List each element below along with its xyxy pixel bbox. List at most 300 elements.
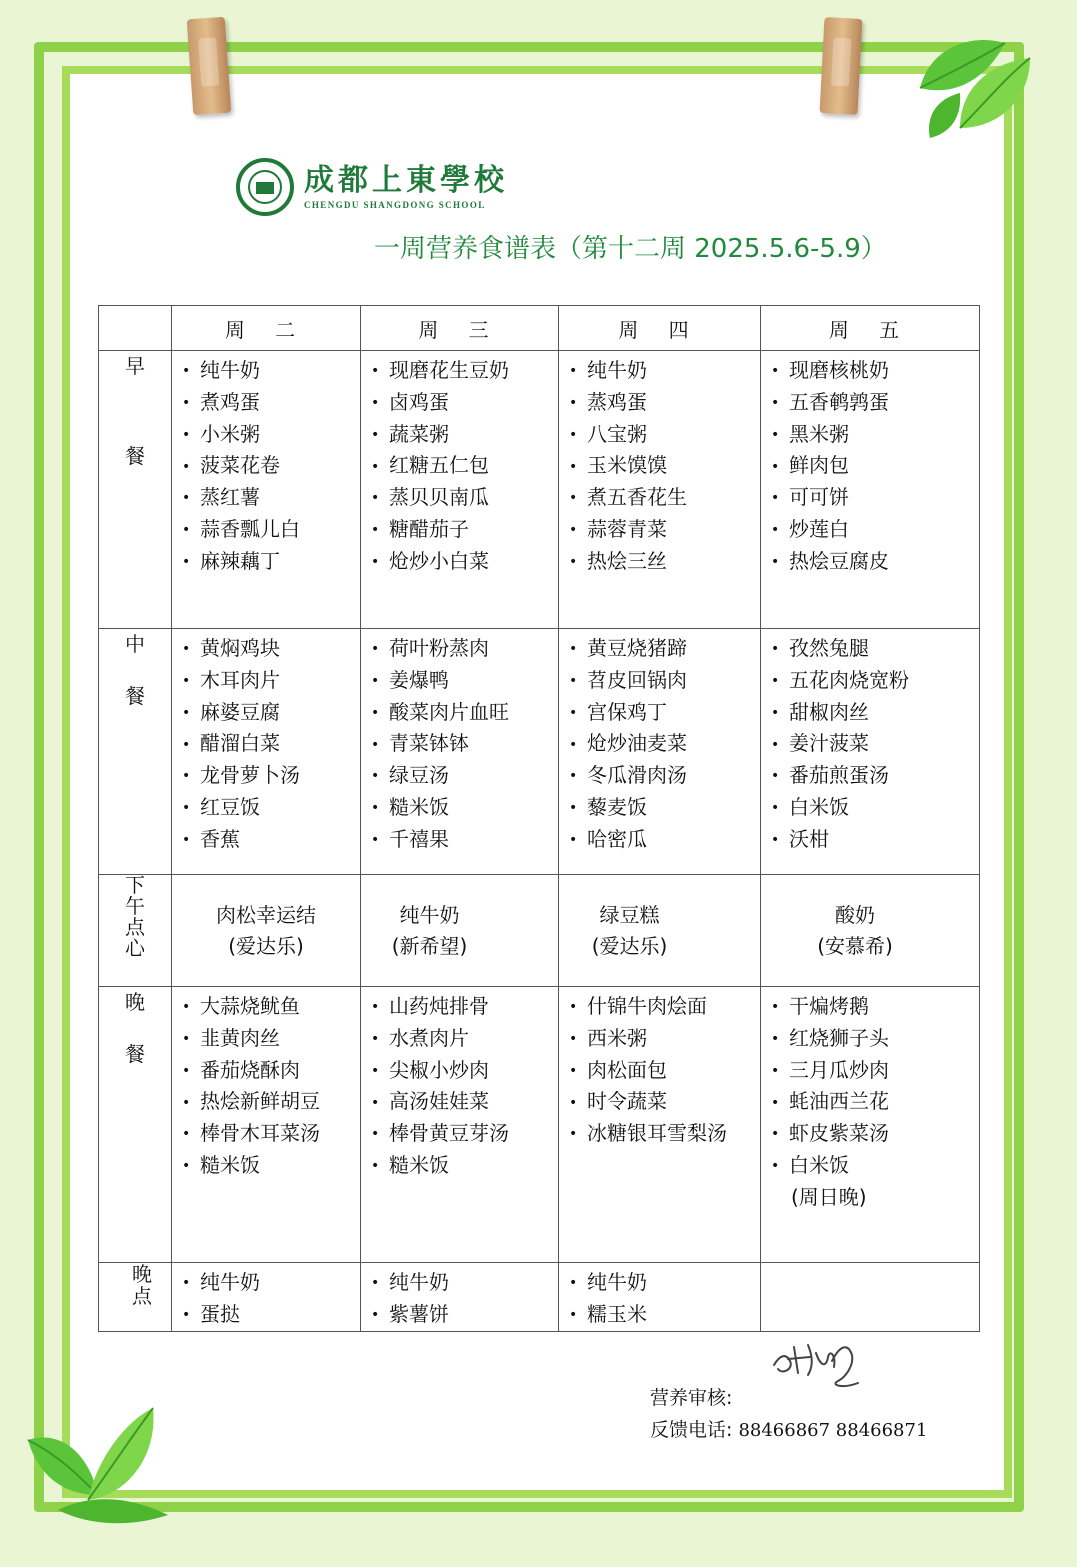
menu-item bbox=[569, 697, 760, 729]
bullet-icon: • bbox=[771, 1126, 780, 1143]
menu-item-label: 糙米饭 bbox=[200, 1152, 260, 1177]
menu-item bbox=[569, 824, 760, 856]
bullet-icon: • bbox=[182, 1307, 191, 1323]
bullet-icon: • bbox=[569, 768, 578, 785]
school-emblem-icon bbox=[236, 158, 294, 216]
bullet-icon: • bbox=[371, 673, 380, 689]
menu-item-label: 甜椒肉丝 bbox=[789, 699, 869, 724]
menu-item bbox=[371, 419, 558, 451]
menu-item bbox=[569, 355, 760, 387]
bullet-icon: • bbox=[569, 641, 578, 658]
meal-label-snack: 下 午 点 心 bbox=[99, 875, 172, 987]
menu-item bbox=[182, 665, 360, 697]
menu-item bbox=[771, 728, 979, 760]
day-header: 周 三 bbox=[361, 306, 559, 351]
menu-item bbox=[569, 728, 760, 760]
menu-item-label: 千禧果 bbox=[389, 826, 449, 851]
bullet-icon: • bbox=[371, 1062, 380, 1079]
menu-item bbox=[371, 728, 558, 760]
menu-item-label: 龙骨萝卜汤 bbox=[200, 763, 300, 788]
bullet-icon: • bbox=[371, 768, 380, 785]
menu-item-label: 番茄烧酥肉 bbox=[200, 1057, 300, 1082]
bullet-icon: • bbox=[371, 426, 380, 443]
menu-item bbox=[182, 633, 360, 665]
menu-item-label: 红豆饭 bbox=[200, 794, 260, 819]
day-header: 周 五 bbox=[761, 306, 980, 351]
header-row bbox=[99, 306, 980, 351]
menu-item-label: 纯牛奶 bbox=[389, 1270, 449, 1294]
bullet-icon: • bbox=[569, 1275, 578, 1292]
bullet-icon: • bbox=[569, 1094, 578, 1111]
menu-item bbox=[371, 665, 558, 697]
bullet-icon: • bbox=[569, 831, 578, 848]
menu-item-label: 卤鸡蛋 bbox=[389, 389, 449, 414]
bullet-icon: • bbox=[182, 673, 191, 689]
bullet-icon: • bbox=[182, 1094, 191, 1111]
bullet-icon: • bbox=[182, 999, 191, 1016]
menu-item-label: 肉松面包 bbox=[587, 1057, 667, 1082]
bullet-icon: • bbox=[569, 1307, 578, 1323]
menu-cell bbox=[172, 351, 361, 629]
bullet-icon: • bbox=[771, 673, 780, 689]
bullet-icon: • bbox=[771, 395, 780, 411]
menu-item bbox=[569, 1086, 760, 1118]
bullet-icon: • bbox=[771, 458, 780, 475]
menu-item bbox=[569, 514, 760, 546]
menu-item bbox=[371, 760, 558, 792]
menu-cell bbox=[761, 351, 980, 629]
menu-item bbox=[771, 1086, 979, 1118]
snack-cell: 纯牛奶 (新希望) bbox=[361, 875, 559, 987]
menu-item bbox=[182, 1086, 360, 1118]
menu-item bbox=[371, 1086, 558, 1118]
menu-item bbox=[371, 355, 558, 387]
menu-item bbox=[182, 760, 360, 792]
menu-item-label: 宫保鸡丁 bbox=[587, 699, 667, 724]
bullet-icon: • bbox=[371, 831, 380, 848]
menu-table bbox=[98, 305, 980, 1332]
menu-item-label: 水煮肉片 bbox=[389, 1025, 469, 1050]
night-snack-row bbox=[99, 1263, 980, 1332]
bullet-icon: • bbox=[771, 1094, 780, 1111]
menu-item bbox=[569, 991, 760, 1023]
leaf-bottom-left-icon bbox=[18, 1400, 178, 1530]
bullet-icon: • bbox=[771, 363, 780, 380]
menu-item bbox=[771, 665, 979, 697]
bullet-icon: • bbox=[182, 363, 191, 380]
menu-item bbox=[182, 482, 360, 514]
dinner-note: (周日晚) bbox=[791, 1184, 867, 1209]
menu-item bbox=[771, 450, 979, 482]
menu-item-label: 虾皮紫菜汤 bbox=[789, 1121, 889, 1146]
menu-item bbox=[569, 1055, 760, 1087]
bullet-icon: • bbox=[371, 363, 380, 380]
bullet-icon: • bbox=[371, 522, 380, 539]
menu-item-label: 蒸贝贝南瓜 bbox=[389, 485, 489, 510]
menu-item-label: 热烩豆腐皮 bbox=[789, 548, 889, 573]
menu-item bbox=[371, 450, 558, 482]
menu-item-label: 煮五香花生 bbox=[587, 485, 687, 510]
menu-item-label: 山药炖排骨 bbox=[389, 994, 489, 1018]
bullet-icon: • bbox=[371, 999, 380, 1016]
snack-cell: 绿豆糕 (爱达乐) bbox=[559, 875, 761, 987]
bullet-icon: • bbox=[182, 553, 191, 570]
bullet-icon: • bbox=[771, 831, 780, 848]
bullet-icon: • bbox=[182, 831, 191, 848]
bullet-icon: • bbox=[182, 1126, 191, 1143]
menu-item bbox=[771, 824, 979, 856]
menu-item bbox=[371, 546, 558, 578]
bullet-icon: • bbox=[371, 736, 380, 753]
menu-item-label: 蒸红薯 bbox=[200, 485, 260, 510]
menu-item-label: 韭黄肉丝 bbox=[200, 1025, 280, 1050]
day-header: 周 四 bbox=[559, 306, 761, 351]
snack-row bbox=[99, 875, 980, 987]
menu-item bbox=[771, 792, 979, 824]
menu-item bbox=[182, 514, 360, 546]
school-logo bbox=[236, 158, 508, 216]
menu-item-label: 什锦牛肉烩面 bbox=[587, 994, 707, 1018]
menu-cell bbox=[361, 987, 559, 1263]
bullet-icon: • bbox=[182, 395, 191, 411]
menu-item-label: 香蕉 bbox=[200, 826, 240, 851]
menu-item bbox=[569, 1267, 760, 1299]
menu-item bbox=[771, 1055, 979, 1087]
menu-item-label: 荷叶粉蒸肉 bbox=[389, 636, 489, 660]
bullet-icon: • bbox=[569, 395, 578, 411]
bullet-icon: • bbox=[182, 458, 191, 475]
bullet-icon: • bbox=[569, 553, 578, 570]
menu-item bbox=[371, 697, 558, 729]
menu-item-label: 炝炒油麦菜 bbox=[587, 731, 687, 756]
menu-item-label: 五香鹌鹑蛋 bbox=[789, 389, 889, 414]
bullet-icon: • bbox=[182, 768, 191, 785]
menu-item-label: 白米饭 bbox=[789, 1152, 849, 1177]
menu-cell bbox=[559, 1263, 761, 1332]
menu-item bbox=[569, 1299, 760, 1331]
menu-item-label: 蒸鸡蛋 bbox=[587, 389, 647, 414]
menu-item-label: 绿豆汤 bbox=[389, 763, 449, 788]
footer bbox=[650, 1382, 927, 1447]
menu-item bbox=[371, 387, 558, 419]
menu-item bbox=[569, 1118, 760, 1150]
bullet-icon: • bbox=[771, 490, 780, 507]
page-title: 一周营养食谱表（第十二周 2025.5.6-5.9） bbox=[374, 234, 887, 264]
menu-item bbox=[771, 1150, 979, 1182]
bullet-icon: • bbox=[371, 1307, 380, 1323]
bullet-icon: • bbox=[371, 490, 380, 507]
menu-item bbox=[182, 824, 360, 856]
menu-item-label: 热烩新鲜胡豆 bbox=[200, 1089, 320, 1114]
menu-cell bbox=[172, 629, 361, 875]
menu-item bbox=[371, 991, 558, 1023]
menu-item-label: 姜汁菠菜 bbox=[789, 731, 869, 756]
menu-item-label: 黑米粥 bbox=[789, 421, 849, 446]
menu-item-label: 番茄煎蛋汤 bbox=[789, 763, 889, 788]
bullet-icon: • bbox=[569, 704, 578, 721]
bullet-icon: • bbox=[771, 426, 780, 443]
bullet-icon: • bbox=[182, 641, 191, 658]
menu-item-label: 炝炒小白菜 bbox=[389, 548, 489, 573]
bullet-icon: • bbox=[771, 641, 780, 658]
bullet-icon: • bbox=[771, 999, 780, 1016]
menu-item bbox=[771, 1023, 979, 1055]
menu-item bbox=[182, 355, 360, 387]
menu-item bbox=[371, 633, 558, 665]
menu-item-label: 炒莲白 bbox=[789, 516, 849, 541]
menu-cell bbox=[172, 1263, 361, 1332]
menu-item-label: 哈密瓜 bbox=[587, 826, 647, 851]
menu-item bbox=[182, 1023, 360, 1055]
menu-item bbox=[771, 760, 979, 792]
menu-item bbox=[771, 514, 979, 546]
bullet-icon: • bbox=[569, 363, 578, 380]
menu-item-label: 时令蔬菜 bbox=[587, 1089, 667, 1114]
menu-item-label: 玉米馍馍 bbox=[587, 453, 667, 478]
menu-item-label: 现磨花生豆奶 bbox=[389, 358, 509, 382]
menu-item-label: 黄焖鸡块 bbox=[200, 636, 280, 660]
school-name-cn: 成都上東學校 bbox=[304, 163, 508, 198]
bullet-icon: • bbox=[182, 522, 191, 539]
menu-item bbox=[182, 1118, 360, 1150]
menu-item bbox=[771, 355, 979, 387]
breakfast-row bbox=[99, 351, 980, 629]
menu-item bbox=[569, 792, 760, 824]
bullet-icon: • bbox=[371, 395, 380, 411]
bullet-icon: • bbox=[569, 490, 578, 507]
menu-item-label: 白米饭 bbox=[789, 794, 849, 819]
menu-item-label: 高汤娃娃菜 bbox=[389, 1089, 489, 1114]
menu-item bbox=[371, 792, 558, 824]
menu-item-label: 菠菜花卷 bbox=[200, 453, 280, 478]
bullet-icon: • bbox=[569, 1062, 578, 1079]
menu-item bbox=[771, 387, 979, 419]
menu-item-label: 麻婆豆腐 bbox=[200, 699, 280, 724]
menu-item-label: 西米粥 bbox=[587, 1025, 647, 1050]
menu-item-label: 蒜香瓢儿白 bbox=[200, 516, 300, 541]
bullet-icon: • bbox=[182, 704, 191, 721]
bullet-icon: • bbox=[371, 1275, 380, 1292]
menu-item-label: 青菜钵钵 bbox=[389, 731, 469, 756]
bullet-icon: • bbox=[371, 1031, 380, 1047]
bullet-icon: • bbox=[371, 553, 380, 570]
menu-item bbox=[771, 991, 979, 1023]
menu-item bbox=[771, 419, 979, 451]
bullet-icon: • bbox=[182, 1158, 191, 1175]
bullet-icon: • bbox=[182, 800, 191, 817]
menu-cell bbox=[559, 987, 761, 1263]
menu-item bbox=[182, 728, 360, 760]
menu-item-label: 冬瓜滑肉汤 bbox=[587, 763, 687, 788]
menu-item-label: 冰糖银耳雪梨汤 bbox=[587, 1121, 727, 1146]
bullet-icon: • bbox=[182, 490, 191, 507]
menu-cell bbox=[559, 629, 761, 875]
bullet-icon: • bbox=[182, 1031, 191, 1047]
menu-item bbox=[182, 1055, 360, 1087]
menu-item-label: 小米粥 bbox=[200, 421, 260, 446]
bullet-icon: • bbox=[371, 704, 380, 721]
menu-item bbox=[569, 450, 760, 482]
bullet-icon: • bbox=[569, 458, 578, 475]
menu-item-label: 纯牛奶 bbox=[200, 358, 260, 382]
bullet-icon: • bbox=[569, 673, 578, 689]
leaf-top-right-icon bbox=[900, 18, 1050, 158]
menu-item-label: 大蒜烧鱿鱼 bbox=[200, 994, 300, 1018]
bullet-icon: • bbox=[771, 1031, 780, 1047]
lunch-row bbox=[99, 629, 980, 875]
menu-item-label: 红糖五仁包 bbox=[389, 453, 489, 478]
menu-item bbox=[182, 1267, 360, 1299]
bullet-icon: • bbox=[371, 1094, 380, 1111]
menu-item bbox=[371, 1267, 558, 1299]
menu-item bbox=[569, 419, 760, 451]
menu-item-label: 鲜肉包 bbox=[789, 453, 849, 478]
menu-item bbox=[371, 514, 558, 546]
bullet-icon: • bbox=[569, 800, 578, 817]
menu-item bbox=[569, 633, 760, 665]
bullet-icon: • bbox=[771, 553, 780, 570]
menu-cell bbox=[361, 629, 559, 875]
menu-cell bbox=[361, 351, 559, 629]
menu-item-label: 紫薯饼 bbox=[389, 1301, 449, 1326]
bullet-icon: • bbox=[182, 1275, 191, 1292]
menu-item-label: 木耳肉片 bbox=[200, 667, 280, 692]
menu-item bbox=[371, 824, 558, 856]
menu-item-label: 可可饼 bbox=[789, 485, 849, 510]
menu-cell bbox=[761, 1263, 980, 1332]
menu-item bbox=[371, 1299, 558, 1331]
meal-label-lunch: 中 餐 bbox=[99, 629, 172, 875]
menu-item bbox=[182, 697, 360, 729]
menu-item-label: 糙米饭 bbox=[389, 794, 449, 819]
menu-item-label: 纯牛奶 bbox=[587, 1270, 647, 1294]
menu-item bbox=[569, 1023, 760, 1055]
menu-item-label: 沃柑 bbox=[789, 826, 829, 851]
menu-item bbox=[569, 387, 760, 419]
menu-cell bbox=[172, 987, 361, 1263]
menu-item-label: 尖椒小炒肉 bbox=[389, 1057, 489, 1082]
bullet-icon: • bbox=[569, 1031, 578, 1047]
menu-item bbox=[771, 633, 979, 665]
menu-item bbox=[371, 1150, 558, 1182]
bullet-icon: • bbox=[371, 1158, 380, 1175]
menu-item-label: 姜爆鸭 bbox=[389, 667, 449, 692]
snack-cell: 酸奶 (安慕希) bbox=[761, 875, 980, 987]
menu-item bbox=[771, 1118, 979, 1150]
menu-item-label: 蒜蓉青菜 bbox=[587, 516, 667, 541]
menu-item-label: 醋溜白菜 bbox=[200, 731, 280, 756]
review-label: 营养审核: bbox=[650, 1387, 733, 1409]
menu-item-label: 棒骨黄豆芽汤 bbox=[389, 1121, 509, 1146]
menu-item bbox=[371, 482, 558, 514]
menu-item bbox=[371, 1023, 558, 1055]
menu-item-label: 五花肉烧宽粉 bbox=[789, 667, 909, 692]
menu-item-label: 现磨核桃奶 bbox=[789, 358, 889, 382]
menu-item-label: 蛋挞 bbox=[200, 1301, 240, 1326]
menu-item bbox=[182, 419, 360, 451]
menu-item-label: 纯牛奶 bbox=[587, 358, 647, 382]
menu-item bbox=[182, 792, 360, 824]
bullet-icon: • bbox=[182, 736, 191, 753]
bullet-icon: • bbox=[771, 768, 780, 785]
bullet-icon: • bbox=[182, 1062, 191, 1079]
menu-item-label: 蚝油西兰花 bbox=[789, 1089, 889, 1114]
menu-item-label: 煮鸡蛋 bbox=[200, 389, 260, 414]
dinner-row bbox=[99, 987, 980, 1263]
menu-item-label: 棒骨木耳菜汤 bbox=[200, 1121, 320, 1146]
menu-item-label: 三月瓜炒肉 bbox=[789, 1057, 889, 1082]
menu-item bbox=[771, 546, 979, 578]
menu-item-label: 苕皮回锅肉 bbox=[587, 667, 687, 692]
bullet-icon: • bbox=[371, 641, 380, 658]
bullet-icon: • bbox=[569, 522, 578, 539]
menu-item-label: 八宝粥 bbox=[587, 421, 647, 446]
menu-item bbox=[182, 450, 360, 482]
school-name-en: CHENGDU SHANGDONG SCHOOL bbox=[304, 200, 486, 210]
menu-item-label: 糖醋茄子 bbox=[389, 516, 469, 541]
menu-item-label: 红烧狮子头 bbox=[789, 1025, 889, 1050]
bullet-icon: • bbox=[371, 458, 380, 475]
menu-item bbox=[771, 482, 979, 514]
bullet-icon: • bbox=[569, 426, 578, 443]
bullet-icon: • bbox=[771, 1158, 780, 1175]
meal-label-night: 晚 点 bbox=[99, 1263, 172, 1332]
menu-item bbox=[569, 665, 760, 697]
bullet-icon: • bbox=[371, 800, 380, 817]
menu-item bbox=[182, 1299, 360, 1331]
corner-cell bbox=[99, 306, 172, 351]
menu-item-label: 糯玉米 bbox=[587, 1301, 647, 1326]
bullet-icon: • bbox=[771, 1062, 780, 1079]
menu-item bbox=[569, 546, 760, 578]
menu-item-label: 蔬菜粥 bbox=[389, 421, 449, 446]
meal-label-dinner: 晚 餐 bbox=[99, 987, 172, 1263]
menu-item-label: 孜然兔腿 bbox=[789, 636, 869, 660]
meal-label-breakfast: 早 餐 bbox=[99, 351, 172, 629]
bullet-icon: • bbox=[771, 704, 780, 721]
menu-item-label: 热烩三丝 bbox=[587, 548, 667, 573]
snack-cell: 肉松幸运结 (爱达乐) bbox=[172, 875, 361, 987]
menu-item bbox=[371, 1118, 558, 1150]
menu-item-label: 藜麦饭 bbox=[587, 794, 647, 819]
menu-item-label: 干煸烤鹅 bbox=[789, 994, 869, 1018]
menu-cell bbox=[559, 351, 761, 629]
phone-label: 反馈电话: bbox=[650, 1419, 733, 1441]
phone-line bbox=[650, 1414, 927, 1447]
menu-item bbox=[182, 546, 360, 578]
menu-item-label: 纯牛奶 bbox=[200, 1270, 260, 1294]
menu-item-label: 酸菜肉片血旺 bbox=[389, 699, 509, 724]
bullet-icon: • bbox=[771, 736, 780, 753]
bullet-icon: • bbox=[771, 800, 780, 817]
bullet-icon: • bbox=[371, 1126, 380, 1143]
bullet-icon: • bbox=[569, 999, 578, 1016]
menu-cell bbox=[761, 987, 980, 1263]
menu-item bbox=[182, 1150, 360, 1182]
phone-numbers: 88466867 88466871 bbox=[738, 1420, 928, 1441]
menu-item bbox=[569, 760, 760, 792]
menu-item bbox=[182, 387, 360, 419]
menu-item bbox=[569, 482, 760, 514]
menu-item-label: 黄豆烧猪蹄 bbox=[587, 636, 687, 660]
bullet-icon: • bbox=[569, 1126, 578, 1143]
day-header: 周 二 bbox=[172, 306, 361, 351]
left-clip bbox=[187, 17, 232, 115]
menu-item-label: 糙米饭 bbox=[389, 1152, 449, 1177]
right-clip bbox=[820, 17, 863, 115]
menu-cell bbox=[361, 1263, 559, 1332]
bullet-icon: • bbox=[182, 426, 191, 443]
